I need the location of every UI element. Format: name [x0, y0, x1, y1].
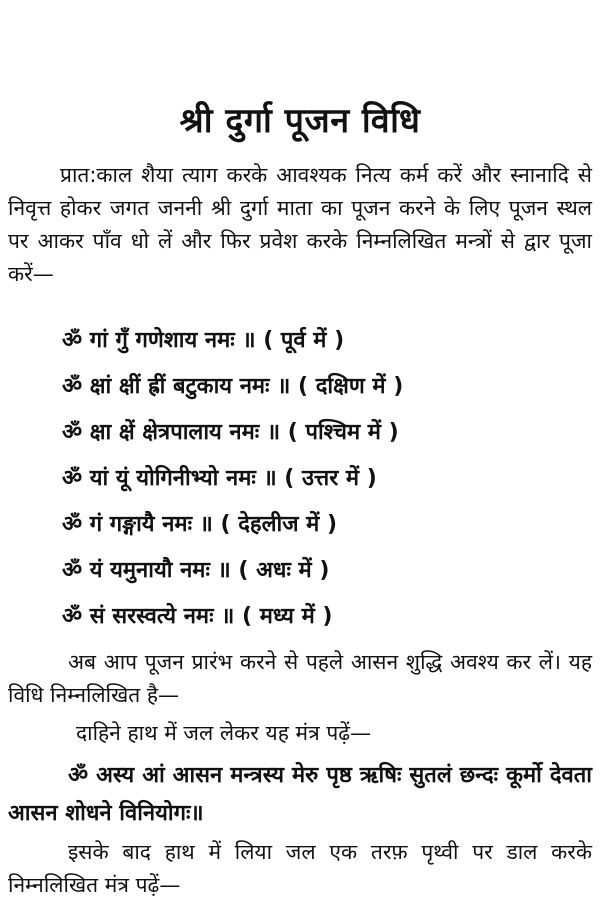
- intro-paragraph: [8, 159, 592, 291]
- right-hand-instruction: दाहिने हाथ में जल लेकर यह मंत्र पढ़ें—: [76, 721, 372, 745]
- mantra-line: ॐ क्षां क्षीं ह्रीं बटुकाय नमः ॥ ( दक्षिण में ): [62, 374, 404, 399]
- page-title: श्री दुर्गा पूजन विधि: [179, 101, 421, 141]
- mantra-line: ॐ क्षा क्षें क्षेत्रपालाय नमः ॥ ( पश्चिम में ): [62, 420, 399, 445]
- mantra-line: ॐ यां यूं योगिनीभ्यो नमः ॥ ( उत्तर में ): [62, 466, 377, 491]
- after-paragraph: [8, 836, 592, 902]
- aasan-intro-paragraph: [8, 646, 592, 712]
- mantra-line: ॐ यं यमुनायौ नमः ॥ ( अधः में ): [62, 558, 330, 583]
- aasan-intro-text: अब आप पूजन प्रारंभ करने से पहले आसन शुद्धि अवश्य कर लें। यह विधि निम्नलिखित है—: [8, 650, 592, 707]
- mantra-line: ॐ गं गङ्गायै नमः ॥ ( देहलीज में ): [62, 512, 338, 537]
- mantra-line: ॐ सं सरस्वत्ये नमः ॥ ( मध्य में ): [62, 604, 333, 629]
- mantra-line: ॐ गां गुँ गणेशाय नमः ॥ ( पूर्व में ): [62, 328, 345, 353]
- after-text: इसके बाद हाथ में लिया जल एक तरफ़ पृथ्वी पर डाल करके निम्नलिखित मंत्र पढ़ें—: [8, 840, 592, 897]
- aasan-mantra: [8, 757, 592, 833]
- intro-text: प्रात:काल शैया त्याग करके आवश्यक नित्य कर्म करें और स्नानादि से निवृत्त होकर जगत जननी श्री दुर्गा माता का पूजन करने के लिए पूजन स्थल पर आकर पाँव धो लें और फिर प्रवेश करके निम्नलिखित मन्त्रों से द्वार पूजा करें—: [8, 163, 592, 286]
- aasan-mantra-text: ॐ अस्य आं आसन मन्त्रस्य मेरु पृष्ठ ऋषिः सुतलं छन्दः कूर्मो देवता आसन शोधने विनियोगः॥: [8, 763, 592, 826]
- door-mantra-list: [62, 318, 592, 640]
